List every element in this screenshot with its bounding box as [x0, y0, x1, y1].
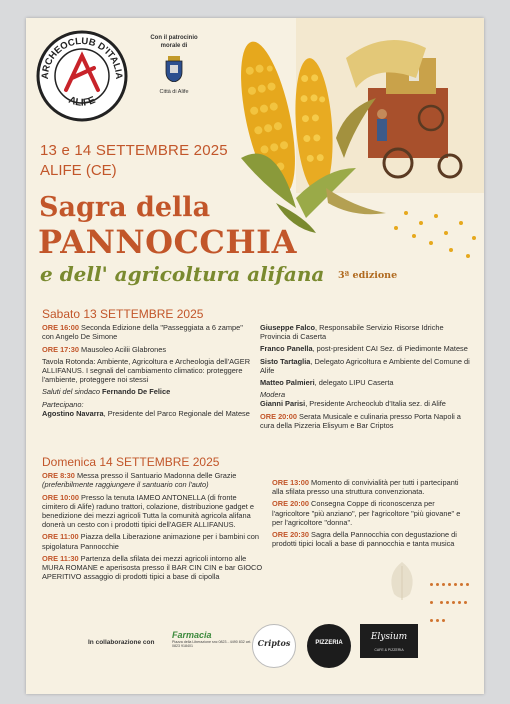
moderator: Gianni Parisi, Presidente Archeoclub d'Italia sez. di Alife: [260, 399, 446, 409]
greetings: Saluti del sindaco Fernando De Felice: [42, 387, 171, 397]
saturday-program-right: [260, 323, 472, 433]
sponsor-elysium-logo: Elysium CAFE & PIZZERIA: [360, 624, 418, 658]
dots-decoration: [430, 580, 472, 634]
program-item: ORE 10:00 Presso la tenuta IAMEO ANTONELLA (di fronte cimitero di Alife) raduno trattori, colazione, distribuzione gadget e benedizione dei mezzi agricoli Tutta la comunità agricola alifana donerà un cesto con i prodotti tipici dell'AGER ALLIFANUS.: [42, 492, 254, 530]
title-line3: e dell' agricoltura alifana: [40, 262, 325, 286]
archeoclub-logo: [36, 30, 128, 122]
sunday-program-right: [272, 478, 472, 551]
sponsor-pizzeria-logo: PIZZERIA: [307, 624, 351, 668]
event-place: ALIFE (CE): [40, 162, 117, 179]
program-item: ORE 11:00 Piazza della Liberazione animazione per i bambini con spigolatura Pannocchie: [42, 532, 259, 551]
title-line2: PANNOCCHIA: [38, 223, 297, 261]
participant: Franco Panella, post-president CAI Sez. di Piedimonte Matese: [260, 344, 468, 354]
patronage-line1: Con il patrocinio: [150, 35, 198, 41]
event-dates: 13 e 14 SETTEMBRE 2025: [40, 142, 228, 159]
program-item: ORE 20:00 Serata Musicale e culinaria presso Porta Napoli a cura della Pizzeria Elisyum e Bar Criptos: [260, 411, 461, 430]
program-item: ORE 13:00 Momento di convivialità per tutti i partecipanti alla sfilata presso una struttura convenzionata.: [272, 478, 459, 497]
leaf-decoration-icon: [382, 560, 422, 604]
program-item: ORE 16:00 Seconda Edizione della "Passeggiata a 6 zampe" con Angelo De Simone: [42, 323, 243, 342]
participant: Agostino Navarra, Presidente del Parco Regionale del Matese: [42, 408, 250, 418]
sunday-heading: Domenica 14 SETTEMBRE 2025: [42, 455, 220, 469]
program-item: ORE 11:30 Partenza della sfilata dei mezzi agricoli intorno alle MURA ROMANE e aperisosta presso il BAR CIN CIN e bar GIOCO APERITIVO assaggio di prodotti tipici a base di cipolla: [42, 553, 263, 582]
sponsor-farmacia-info: Piazza della Liberazione snc 0823 - 4490 832 cel. 0823 918401: [172, 640, 252, 649]
participants-label: Partecipano:: [42, 399, 84, 409]
title-line1: Sagra della: [39, 192, 211, 223]
program-item: ORE 20:30 Sagra della Pannocchia con degustazione di prodotti tipici locali a base di pannocchia e tanta musica: [272, 530, 457, 549]
program-item: ORE 17:30 Mausoleo Acilii Glabrones: [42, 344, 167, 354]
svg-text:ALIFE: ALIFE: [66, 94, 98, 109]
city-crest-icon: [164, 56, 184, 82]
participant: Sisto Tartaglia, Delegato Agricoltura e Ambiente del Comune di Alife: [260, 356, 470, 375]
sunday-program-left: [42, 455, 264, 584]
edition-label: 3ª edizione: [338, 270, 398, 281]
program-item: ORE 20:00 Consegna Coppe di riconoscenza per l'agricoltore "più anziano", per l'agricoltore "più giovane" e per l'agricoltore "donna".: [272, 499, 461, 527]
program-item: ORE 8:30 Messa presso il Santuario Madonna delle Grazie (preferibilmente raggiungere il santuario con l'auto): [42, 471, 237, 490]
patronage-line2: morale di: [160, 43, 188, 49]
sponsor-farmacia-name: Farmacia: [172, 630, 212, 640]
svg-text:ARCHEOCLUB D'ITALIA: ARCHEOCLUB D'ITALIA: [39, 35, 125, 80]
participant: Giuseppe Falco, Responsabile Servizio Risorse Idriche Provincia di Caserta: [260, 323, 444, 342]
moderator-label: Modera: [260, 390, 286, 400]
sponsor-farmacia: [172, 630, 260, 672]
round-table-text: Tavola Rotonda: Ambiente, Agricoltura e Archeologia dell'AGER ALLIFANUS. I segnali del cambiamento climatico: proteggere l'ambiente, proteggere noi stessi: [42, 356, 251, 385]
poster: [26, 18, 484, 694]
patronage: [144, 34, 204, 96]
patronage-city: Città di Alife: [159, 89, 189, 95]
participant: Matteo Palmieri, delegato LIPU Caserta: [260, 378, 394, 388]
saturday-program-left: [42, 307, 252, 421]
saturday-heading: Sabato 13 SETTEMBRE 2025: [42, 307, 204, 321]
sponsor-criptos-logo: Criptos: [252, 624, 296, 668]
collaboration-label: In collaborazione con: [88, 639, 155, 646]
